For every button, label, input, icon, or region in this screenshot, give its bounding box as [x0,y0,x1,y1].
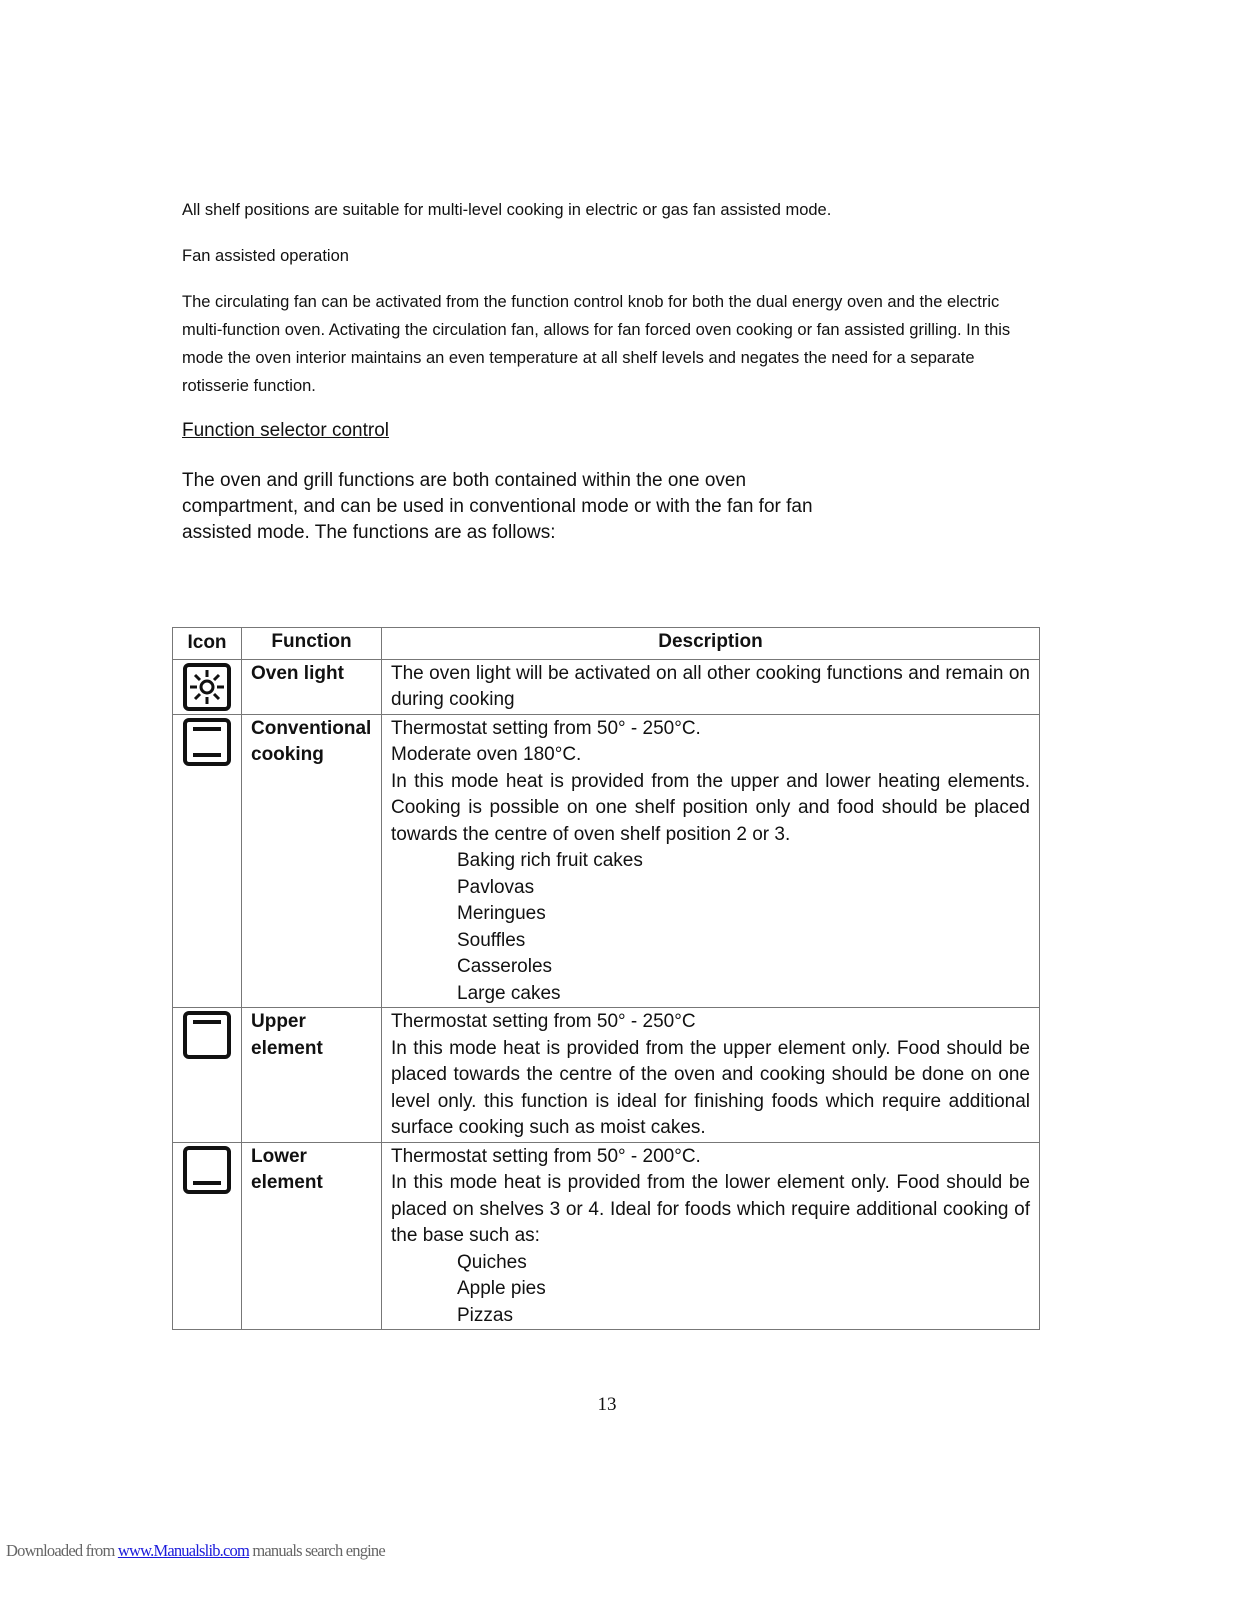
thermostat-range: Thermostat setting from 50° - 200°C. [391,1145,701,1167]
header-icon: Icon [173,628,242,660]
functions-table [172,627,1040,1330]
table-row [173,659,1040,714]
page-number: 13 [597,1394,617,1415]
lower-element-icon [173,1145,241,1195]
table-row [173,1008,1040,1143]
list-item: Baking rich fruit cakes [457,850,643,871]
function-selector-intro: The oven and grill functions are both contained within the one oven compartment, and can be used in conventional mode or with the fan for fan assisted mode. The functions are as follows: [182,470,813,543]
thermostat-range: Thermostat setting from 50° - 250°C. [391,717,701,739]
function-selector-heading: Function selector control [182,420,389,441]
list-item: Quiches [457,1251,527,1273]
function-name: Conventional cooking [242,714,382,1008]
upper-element-icon [173,1010,241,1060]
function-name: Oven light [242,659,382,714]
table-row [173,1142,1040,1330]
moderate-oven: Moderate oven 180°C. [391,744,582,765]
shelf-note: All shelf positions are suitable for multi-level cooking in electric or gas fan assisted mode. [182,201,832,219]
fan-assisted-heading: Fan assisted operation [182,247,349,265]
table-row [173,714,1040,1008]
function-name: Lower element [242,1142,382,1330]
function-description: In this mode heat is provided from the upper element only. Food should be placed towards the centre of the oven and cooking should be done on one level only. this function is ideal for finishing foods which require additional surface cooking such as moist cakes. [391,1037,1030,1138]
list-item: Large cakes [457,982,561,1004]
header-function: Function [242,628,382,660]
header-description: Description [382,628,1040,660]
manualslib-link[interactable]: www.Manualslib.com [117,1541,250,1560]
table-header-row [173,628,1040,660]
fan-assisted-body: The circulating fan can be activated from the function control knob for both the dual energy oven and the electric multi-function oven. Activating the circulation fan, allows for fan forced oven cooking or fan assisted grilling. In this mode the oven interior maintains an even temperature at all shelf levels and negates the need for a separate rotisserie function. [182,293,1011,395]
function-name: Upper element [242,1008,382,1143]
thermostat-range: Thermostat setting from 50° - 250°C [391,1011,696,1032]
oven-light-icon [173,662,241,712]
list-item: Pizzas [457,1304,513,1326]
list-item: Pavlovas [457,876,535,898]
footer-prefix: Downloaded from [6,1541,118,1560]
footer-suffix: manuals search engine [249,1541,385,1560]
function-description: In this mode heat is provided from the lower element only. Food should be placed on shelves 3 or 4. Ideal for foods which require additional cooking of the base such as: [391,1172,1030,1246]
list-item: Casseroles [457,956,553,977]
list-item: Apple pies [457,1278,546,1299]
list-item: Souffles [457,929,526,951]
conventional-cooking-icon [173,717,241,767]
download-footer [6,1541,385,1561]
function-description: In this mode heat is provided from the upper and lower heating elements. Cooking is possible on one shelf position only and food should be placed towards the centre of oven shelf position 2 or 3. [391,770,1030,845]
list-item: Meringues [457,903,546,924]
function-description: The oven light will be activated on all other cooking functions and remain on during cooking [391,662,1030,710]
